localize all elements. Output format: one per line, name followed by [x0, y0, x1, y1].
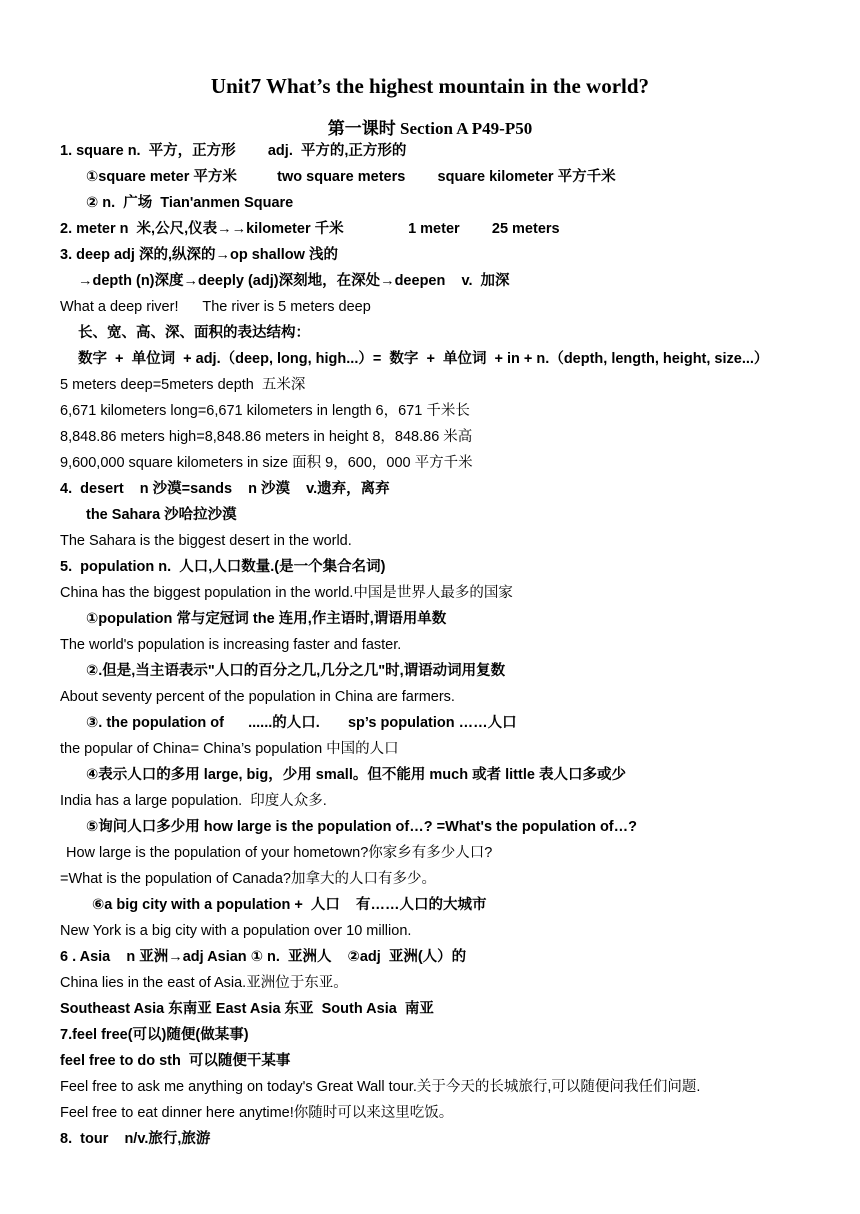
example-sentence: China lies in the east of Asia.亚洲位于东亚。 [60, 975, 348, 991]
note-line: →depth (n)深度→deeply (adj)深刻地，在深处→deepen v. 加深 [78, 273, 510, 289]
note-line: the Sahara 沙哈拉沙漠 [86, 507, 237, 523]
example-sentence: Feel free to eat dinner here anytime!你随时可以来这里吃饭。 [60, 1105, 454, 1121]
note-line: ④表示人口的多用 large, big，少用 small。但不能用 much 或者 little 表人口多或少 [86, 767, 626, 783]
example-sentence: Feel free to ask me anything on today's Great Wall tour.关于今天的长城旅行,可以随便问我任们问题. [60, 1079, 701, 1095]
example-sentence: 5 meters deep=5meters depth 五米深 [60, 377, 306, 393]
page-title: Unit7 What’s the highest mountain in the world? [210, 74, 650, 98]
example-sentence: 6,671 kilometers long=6,671 kilometers in length 6，671 千米长 [60, 403, 470, 419]
example-sentence: China has the biggest population in the world.中国是世界人最多的国家 [60, 585, 513, 601]
page-subtitle: 第一课时 Section A P49-P50 [327, 119, 533, 138]
example-sentence: What a deep river! The river is 5 meters deep [60, 299, 371, 315]
note-line: ⑤询问人口多少用 how large is the population of…? =What's the population of…? [86, 819, 637, 835]
note-line: ①population 常与定冠词 the 连用,作主语时,谓语用单数 [86, 611, 447, 627]
example-sentence: New York is a big city with a population over 10 million. [60, 923, 412, 939]
note-line: ②.但是,当主语表示"人口的百分之几,几分之几"时,谓语动词用复数 [86, 663, 506, 679]
vocab-item-meter: 2. meter n 米,公尺,仪表→→kilometer 千米 1 meter 25 meters [60, 221, 560, 237]
note-line: ①square meter 平方米 two square meters square kilometer 平方千米 [86, 169, 616, 185]
example-sentence: the popular of China= China’s population 中国的人口 [60, 741, 399, 757]
example-sentence: The Sahara is the biggest desert in the world. [60, 533, 352, 549]
example-sentence: 8,848.86 meters high=8,848.86 meters in height 8，848.86 米高 [60, 429, 473, 445]
example-sentence: 9,600,000 square kilometers in size 面积 9，600，000 平方千米 [60, 455, 473, 471]
vocab-item-population: 5. population n. 人口,人口数量.(是一个集合名词) [60, 559, 386, 575]
note-line: ② n. 广场 Tian'anmen Square [86, 195, 294, 211]
note-line: feel free to do sth 可以随便干某事 [60, 1053, 291, 1069]
vocab-item-desert: 4. desert n 沙漠=sands n 沙漠 v.遗弃，离弃 [60, 481, 390, 497]
vocab-item-square: 1. square n. 平方，正方形 adj. 平方的,正方形的 [60, 143, 407, 159]
example-sentence: How large is the population of your hometown?你家乡有多少人口? [66, 845, 493, 861]
vocab-item-deep: 3. deep adj 深的,纵深的→op shallow 浅的 [60, 247, 338, 263]
note-line: ⑥a big city with a population + 人口 有……人口的大城市 [92, 897, 487, 913]
vocab-item-asia: 6 . Asia n 亚洲→adj Asian ① n. 亚洲人 ②adj 亚洲(人）的 [60, 949, 467, 965]
example-sentence: The world's population is increasing faster and faster. [60, 637, 402, 653]
example-sentence: About seventy percent of the population in China are farmers. [60, 689, 455, 705]
note-line: Southeast Asia 东南亚 East Asia 东亚 South Asia 南亚 [60, 1001, 434, 1017]
note-line: ③. the population of ......的人口. sp’s population ……人口 [86, 715, 517, 731]
vocab-item-feel-free: 7.feel free(可以)随便(做某事) [60, 1027, 249, 1043]
vocab-item-tour: 8. tour n/v.旅行,旅游 [60, 1131, 211, 1147]
example-sentence: =What is the population of Canada?加拿大的人口有多少。 [60, 871, 436, 887]
example-sentence: India has a large population. 印度人众多. [60, 793, 327, 809]
note-line: 长、宽、高、深、面积的表达结构： [78, 325, 310, 341]
formula-line: 数字 + 单位词 + adj.（deep, long, high...）= 数字 + 单位词 + in + n.（depth, length, height, size...） [78, 351, 769, 367]
